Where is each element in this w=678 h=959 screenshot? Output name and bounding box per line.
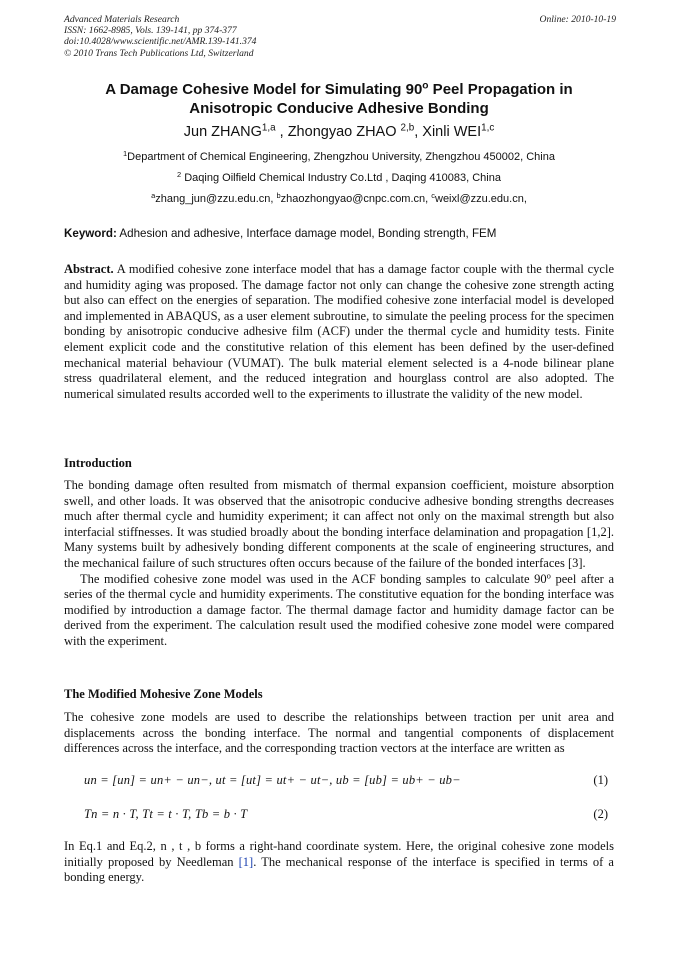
author-sep-2: , [414,124,423,140]
copyright: © 2010 Trans Tech Publications Ltd, Switzerland [64,47,254,59]
email-b-sup: b [276,190,281,200]
online-date: Online: 2010-10-19 [539,14,616,25]
introduction-heading: Introduction [64,456,132,470]
abstract-text: A modified cohesive zone interface model that has a damage factor couple with the thermal cycle and humidity aging was proposed. The damage factor not only can change the cohesive zone strength acting but also can effect on the energies of separation. The modified cohesive zone interfacial model is developed and implemented in ABAQUS, as a user element subroutine, to simulate the peeling process for the specimen bonding by anisotropic conducive adhesive film (ACF) under the thermal cycle and humidity tests. Finite element explicit code and the constitutive relation of this element has been defined by the user-defined mechanical material behaviour (VUMAT). The bulk material element selected is a 4-node bilinear plane stress quadrilateral element, and the reduced integration and hourglass control are also adopted. The numerical simulated results accorded well to the experiments to illustrate the validity of the new model. [64,262,614,401]
title-line1-a: A Damage Cohesive Model for Simulating 90 [105,81,423,98]
affiliation-2-sup: 2 [177,169,182,179]
equation-2 [84,807,614,822]
email-c-sup: c [431,190,435,200]
equation-1 [84,773,614,788]
abstract [64,262,614,402]
section2-p2-b: . The mechanical response of the interface is specified in terms of a bonding energy. [64,854,614,885]
title-line2: Anisotropic Conducive Adhesive Bonding [189,100,489,117]
affiliation-2-text: Daqing Oilfield Chemical Industry Co.Ltd , Daqing 410083, China [181,172,501,184]
section2-p2-a: In Eq.1 and Eq.2, n , t , b forms a right-hand coordinate system. Here, the original cohesive zone models initially proposed by Needleman [64,839,614,869]
email-a: zhang_jun@zzu.edu.cn, [155,193,277,205]
author-3-sup: 1,c [481,122,495,134]
section2-heading: The Modified Mohesive Zone Models [64,687,263,701]
section2-paragraph-1: The cohesive zone models are used to describe the relationships between traction per unit area and displacements across the bonding interface. The normal and tangential components of displacement differences across the interface, and the corresponding traction vectors at the interface are written as [64,710,614,756]
title-line1-b: Peel Propagation in [428,81,573,98]
equation-1-number: (1) [593,773,608,787]
author-3: Xinli WEI [422,124,482,140]
author-1-sup: 1,a [261,122,276,134]
email-line [64,192,614,206]
affiliation-1-text: Department of Chemical Engineering, Zhengzhou University, Zhengzhou 450002, China [127,151,555,163]
intro-p2-a: The modified cohesive zone model was used in the ACF bonding samples to calculate 90 [80,571,547,586]
author-2-sup: 2,b [400,122,415,134]
intro-paragraph-1: The bonding damage often resulted from mismatch of thermal expansion coefficient, moisture absorption swell, and other loads. It was observed that the anisotropic conducive adhesive bonding strengths decreases much after thermal cycle and humidity experiment; it can affect not only on the maximal strength but also interfacial stiffnesses. It was studied broadly about the bonding interface delamination and propagation [1,2]. Many systems built by adhesively bonding different components at the scale of engineering structures, and the mechanical failure of such structures often occurs because of the failure of the bonded interfaces [3]. [64,478,614,570]
email-a-sup: a [151,190,156,200]
email-c: weixl@zzu.edu.cn, [435,193,527,205]
doi: doi:10.4028/www.scientific.net/AMR.139-141.374 [64,36,257,48]
citation-link[interactable]: [1] [238,854,254,869]
affiliation-1-sup: 1 [123,148,128,158]
journal-name: Advanced Materials Research [64,14,180,25]
author-2: Zhongyao ZHAO [287,124,401,140]
equation-2-expr: Tn = n · T, Tt = t · T, Tb = b · T [84,807,248,821]
keywords-label: Keyword: [64,227,117,240]
keywords [64,227,616,241]
affiliation-2 [64,171,614,185]
affiliation-1 [64,150,614,164]
abstract-label: Abstract. [64,262,114,276]
email-b: zhaozhongyao@cnpc.com.cn, [280,193,432,205]
intro-paragraph-2 [64,569,615,650]
equation-2-number: (2) [593,807,608,821]
keywords-text: Adhesion and adhesive, Interface damage model, Bonding strength, FEM [116,227,497,240]
section2-paragraph-2 [64,839,614,886]
introduction-body [64,478,614,650]
equation-1-expr: un = [un] = un+ − un−, ut = [ut] = ut+ − ut−, ub = [ub] = ub+ − ub− [84,773,461,787]
intro-degree-sup: o [546,569,551,580]
paper-title [64,80,614,118]
title-degree-sup: o [422,80,429,92]
author-1: Jun ZHANG [183,124,262,140]
journal-header [64,14,616,59]
intro-p2-b: peel after a series of the thermal cycle and humidity experiments. The constitutive equation for the bonding interface was modified by introduction a damage factor. The thermal damage factor and humidity damage factor can be derived from the experiment. The calculation result used the modified cohesive zone model were compared with the experiment. [64,571,615,648]
author-sep-1: , [275,124,288,140]
issn: ISSN: 1662-8985, Vols. 139-141, pp 374-377 [64,25,237,37]
author-list [64,123,614,141]
